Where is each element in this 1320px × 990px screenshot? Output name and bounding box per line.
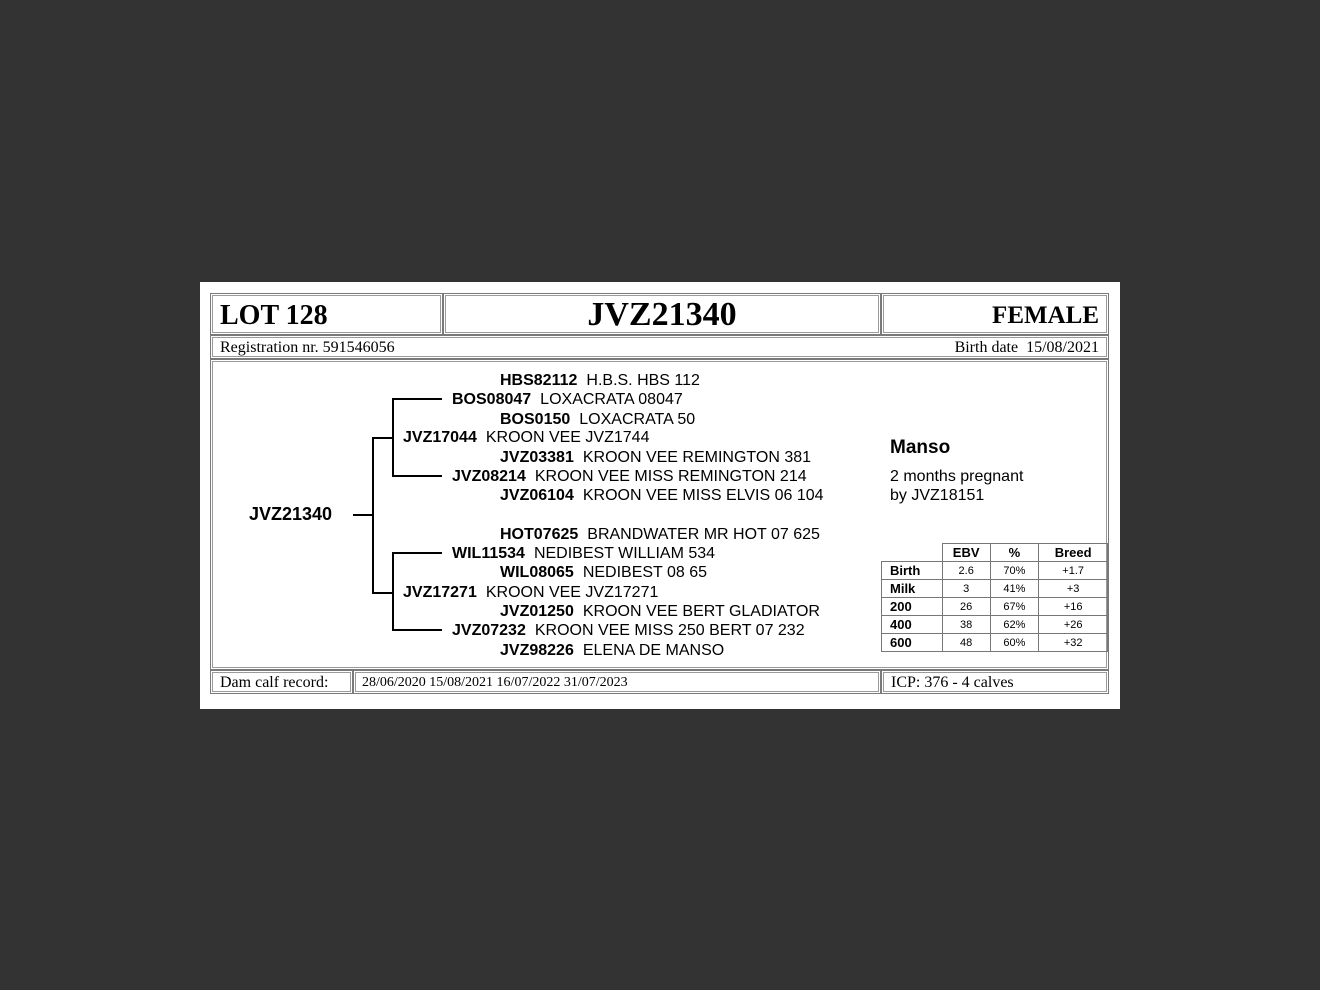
icp-text: ICP: 376 - 4 calves (891, 674, 1014, 691)
lot-card (200, 282, 1120, 709)
ebv-trait: 600 (882, 634, 943, 652)
parent-vertical (372, 437, 374, 594)
ebv-pct: 62% (990, 616, 1039, 634)
ped-dam-sire: WIL11534 NEDIBEST WILLIAM 534 (452, 545, 716, 562)
calf-record-label-box (210, 670, 353, 694)
ped-sire-dam: JVZ08214 KROON VEE MISS REMINGTON 214 (452, 468, 807, 485)
ped-sire-sire-dam: BOS0150 LOXACRATA 50 (500, 411, 696, 428)
birth-date-label: Birth date (954, 339, 1019, 356)
ebv-breed: +16 (1039, 598, 1108, 616)
dam-vertical (392, 552, 394, 631)
ebv-pct: 60% (990, 634, 1039, 652)
dam-dam-connector (392, 629, 442, 631)
calf-record-dates: 28/06/2020 15/08/2021 16/07/2022 31/07/2023 (362, 675, 628, 690)
ebv-value: 2.6 (942, 562, 990, 580)
animal-id-box (443, 293, 881, 335)
ped-dam-dam-dam: JVZ98226 ELENA DE MANSO (500, 642, 725, 657)
ebv-trait: Milk (882, 580, 943, 598)
calf-record-dates-box (353, 670, 881, 694)
ped-dam-sire-sire: HOT07625 BRANDWATER MR HOT 07 625 (500, 526, 820, 543)
table-row (882, 598, 1108, 616)
birth-date-text (955, 339, 1099, 357)
ebv-breed: +1.7 (1039, 562, 1108, 580)
calf-record-label: Dam calf record: (220, 674, 329, 691)
table-row (882, 580, 1108, 598)
table-row (882, 616, 1108, 634)
ebv-trait: 200 (882, 598, 943, 616)
birth-date: 15/08/2021 (1026, 339, 1099, 356)
subject-connector (353, 514, 374, 516)
ped-sire-dam-sire: JVZ03381 KROON VEE REMINGTON 381 (500, 449, 812, 466)
table-row (882, 562, 1108, 580)
registration-label: Registration nr. (220, 339, 319, 356)
animal-id-title: JVZ21340 (587, 296, 737, 333)
ebv-value: 48 (942, 634, 990, 652)
ebv-corner (882, 544, 943, 562)
ped-sire: JVZ17044 KROON VEE JVZ1744 (403, 429, 650, 446)
ebv-breed: +3 (1039, 580, 1108, 598)
ebv-value: 38 (942, 616, 990, 634)
ebv-table (881, 543, 1108, 652)
ebv-trait: Birth (882, 562, 943, 580)
pedigree-subject: JVZ21340 (249, 504, 333, 524)
pregnancy-status: 2 months pregnant (890, 468, 1024, 485)
breeder-name: Manso (890, 437, 951, 458)
registration-text (220, 339, 395, 357)
service-sire: by JVZ18151 (890, 487, 985, 504)
ped-dam-dam: JVZ07232 KROON VEE MISS 250 BERT 07 232 (452, 622, 805, 639)
dam-connector (372, 592, 393, 594)
ped-sire-sire: BOS08047 LOXACRATA 08047 (452, 391, 683, 408)
sire-connector (372, 437, 393, 439)
lot-number: LOT 128 (220, 300, 328, 331)
ebv-pct: 41% (990, 580, 1039, 598)
ebv-header-pct: % (990, 544, 1039, 562)
ped-dam-sire-dam: WIL08065 NEDIBEST 08 65 (500, 564, 708, 581)
ebv-value: 26 (942, 598, 990, 616)
ebv-pct: 70% (990, 562, 1039, 580)
lot-box (210, 293, 443, 335)
ebv-header-ebv: EBV (942, 544, 990, 562)
sex-box (881, 293, 1109, 335)
ebv-header-row (882, 544, 1108, 562)
registration-row (210, 335, 1109, 359)
ebv-header-breed: Breed (1039, 544, 1108, 562)
ebv-breed: +32 (1039, 634, 1108, 652)
sire-vertical (392, 398, 394, 477)
icp-box (881, 670, 1109, 694)
ebv-pct: 67% (990, 598, 1039, 616)
ebv-breed: +26 (1039, 616, 1108, 634)
ped-dam: JVZ17271 KROON VEE JVZ17271 (403, 584, 659, 601)
table-row (882, 634, 1108, 652)
dam-sire-connector (392, 552, 442, 554)
sire-dam-connector (392, 475, 442, 477)
sex-label: FEMALE (992, 302, 1099, 329)
ped-sire-dam-dam: JVZ06104 KROON VEE MISS ELVIS 06 104 (500, 487, 824, 504)
sire-sire-connector (392, 398, 442, 400)
ped-sire-sire-sire: HBS82112 H.B.S. HBS 112 (500, 372, 700, 389)
ebv-trait: 400 (882, 616, 943, 634)
ebv-value: 3 (942, 580, 990, 598)
registration-number: 591546056 (322, 339, 395, 356)
ped-dam-dam-sire: JVZ01250 KROON VEE BERT GLADIATOR (500, 603, 820, 620)
